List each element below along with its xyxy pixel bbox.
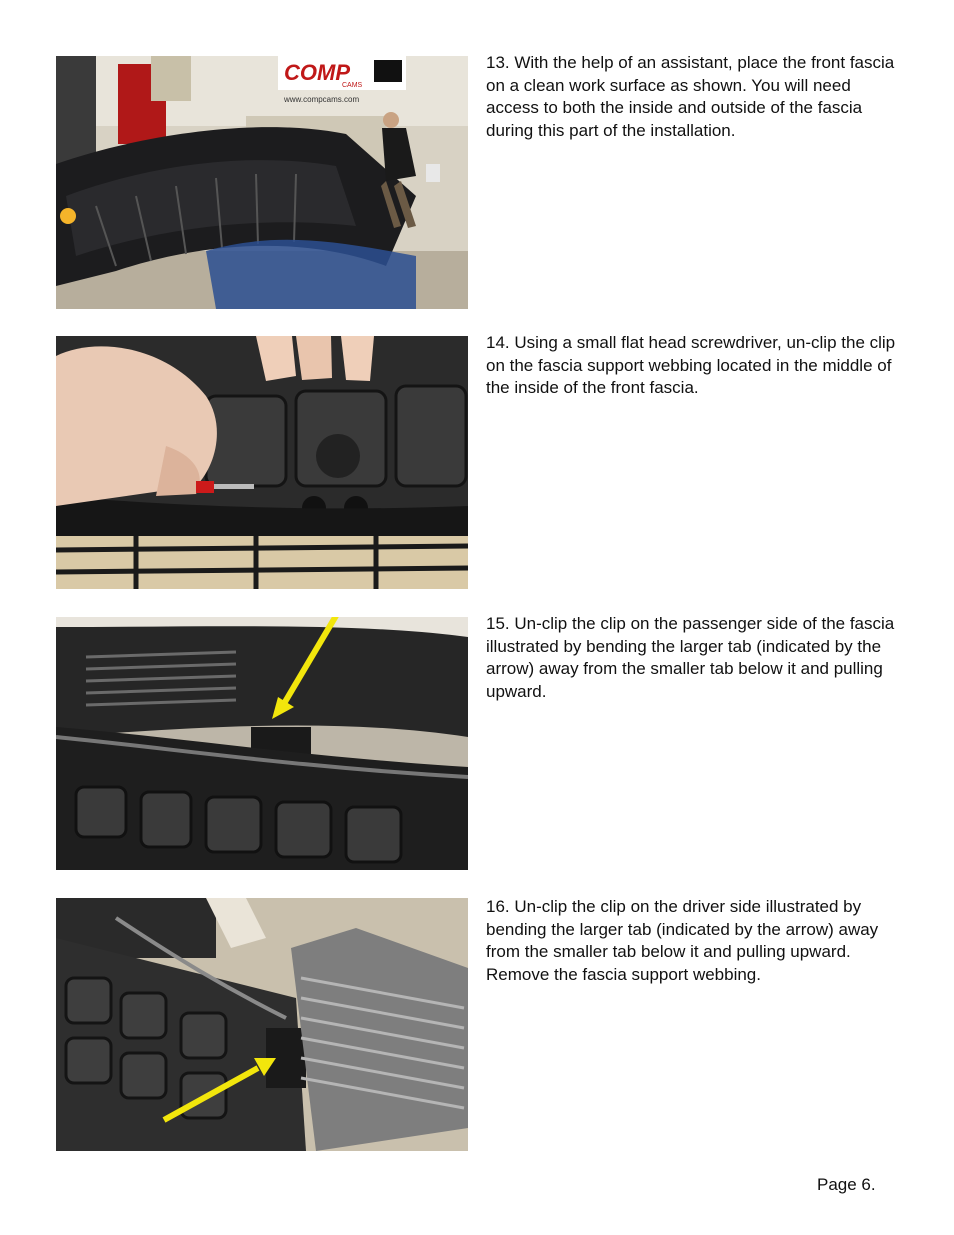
photo-passenger-side-clip [56, 617, 468, 870]
logo-sub-text: CAMS [342, 82, 363, 89]
logo-text: COMP [284, 60, 350, 85]
step-13-text: 13. With the help of an assistant, place the front fascia on a clean work surface as shown. You will need access to both the inside and outside of the fascia during this part of the installation. [486, 53, 895, 140]
photo-fascia-on-work-surface [56, 56, 468, 309]
step-14-text: 14. Using a small flat head screwdriver, un-clip the clip on the fascia support webbing located in the middle of the inside of the front fascia. [486, 333, 896, 398]
step-16-text: 16. Un-clip the clip on the driver side illustrated by bending the larger tab (indicated by the arrow) away from the smaller tab below it and pulling upward. Remove the fascia support webbing. [486, 897, 879, 984]
assistant-fingers [256, 336, 374, 381]
step-15-text: 15. Un-clip the clip on the passenger side of the fascia illustrated by bending the larger tab (indicated by the arrow) away from the smaller tab below it and pulling upward. [486, 614, 895, 701]
photo-unclip-center-clip [56, 336, 468, 589]
page-number: Page 6. [817, 1175, 876, 1194]
logo-url-text: www.compcams.com [284, 95, 360, 104]
radiator-core [291, 928, 468, 1151]
photo-driver-side-clip [56, 898, 468, 1151]
